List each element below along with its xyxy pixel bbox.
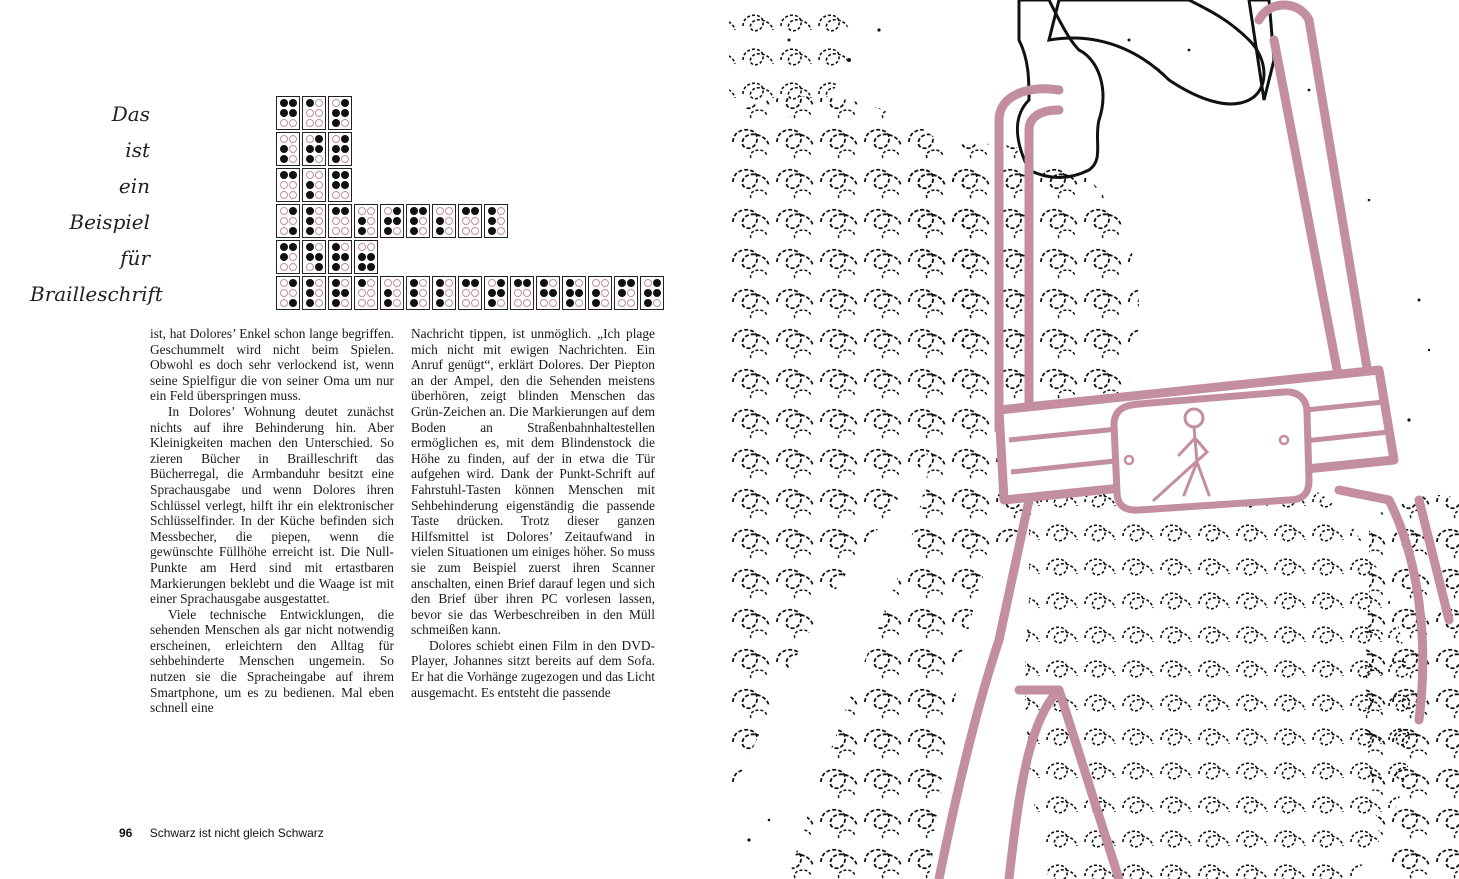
braille-dot-raised xyxy=(341,135,349,143)
braille-dot-raised xyxy=(289,243,297,251)
braille-dot-flat xyxy=(315,181,323,189)
braille-dot-raised xyxy=(358,279,366,287)
braille-dot-flat xyxy=(549,279,557,287)
braille-cell xyxy=(328,96,352,130)
braille-dot-flat xyxy=(341,119,349,127)
braille-dot-flat xyxy=(367,207,375,215)
braille-dot-flat xyxy=(627,289,635,297)
braille-dot-flat xyxy=(289,135,297,143)
braille-cell xyxy=(302,96,326,130)
braille-dot-flat xyxy=(601,289,609,297)
braille-dot-raised xyxy=(332,155,340,163)
braille-dot-raised xyxy=(289,207,297,215)
braille-dot-raised xyxy=(471,207,479,215)
braille-cell xyxy=(276,168,300,202)
braille-dot-raised xyxy=(341,99,349,107)
braille-dot-raised xyxy=(618,279,626,287)
braille-dot-flat xyxy=(367,227,375,235)
braille-dot-raised xyxy=(627,279,635,287)
braille-dot-flat xyxy=(358,299,366,307)
braille-dot-flat xyxy=(367,299,375,307)
page-footer xyxy=(119,826,324,840)
braille-cells xyxy=(276,204,510,240)
braille-dot-raised xyxy=(332,243,340,251)
braille-cell xyxy=(484,204,508,238)
braille-dot-flat xyxy=(445,227,453,235)
braille-dot-flat xyxy=(592,279,600,287)
braille-cell xyxy=(354,240,378,274)
braille-dot-raised xyxy=(332,181,340,189)
text-column-right xyxy=(411,326,655,700)
braille-dot-raised xyxy=(306,145,314,153)
braille-dot-flat xyxy=(332,217,340,225)
braille-dot-flat xyxy=(341,299,349,307)
braille-dot-flat xyxy=(462,227,470,235)
braille-cell xyxy=(536,276,560,310)
braille-dot-flat xyxy=(393,289,401,297)
braille-dot-raised xyxy=(306,217,314,225)
braille-dot-flat xyxy=(497,299,505,307)
braille-dot-flat xyxy=(341,227,349,235)
paragraph: Nachricht tippen, ist unmöglich. „Ich plage mich nicht mit ewigen Nachrichten. Ein Anruf genügt“, erklärt Dolores. Der Piepton an der Ampel, den die Sehenden meistens überhören, zeigt blinden Menschen das Grün-Zeichen an. Die Markierungen auf dem Boden an Straßenbahnhaltestellen ermöglichen es, mit dem Blindenstock die Höhe zu finden, auf der in etwa die Tür aufgehen wird. Dank der Punkt-Schrift auf Fahrstuhl-Tasten können Menschen mit Sehbehinderung eigenständig die passende Taste drücken. Trotz dieser ganzen Hilfsmittel ist Dolores’ Zeitaufwand in vielen Situationen um einiges höher. So muss sie zum Beispiel zuerst ihren Scanner anschalten, einen Brief darauf legen und sich den Brief über ihren PC vorlesen lassen, bevor sie das Werbeschreiben in den Müll schmeißen kann. xyxy=(411,326,655,638)
braille-dot-flat xyxy=(367,279,375,287)
braille-dot-flat xyxy=(523,299,531,307)
braille-dot-raised xyxy=(566,279,574,287)
braille-dot-flat xyxy=(514,299,522,307)
braille-dot-raised xyxy=(332,119,340,127)
braille-dot-flat xyxy=(497,207,505,215)
braille-dot-raised xyxy=(332,253,340,261)
braille-cell xyxy=(432,204,456,238)
braille-dot-raised xyxy=(462,279,470,287)
braille-cell xyxy=(588,276,612,310)
braille-cell xyxy=(276,204,300,238)
braille-dot-flat xyxy=(315,99,323,107)
braille-dot-raised xyxy=(384,227,392,235)
braille-dot-flat xyxy=(315,171,323,179)
braille-dot-raised xyxy=(306,243,314,251)
braille-cell xyxy=(276,96,300,130)
braille-dot-flat xyxy=(289,217,297,225)
braille-dot-raised xyxy=(644,289,652,297)
braille-dot-raised xyxy=(462,207,470,215)
braille-dot-raised xyxy=(575,289,583,297)
braille-dot-raised xyxy=(497,279,505,287)
braille-dot-raised xyxy=(289,171,297,179)
braille-cell xyxy=(276,240,300,274)
braille-cells xyxy=(276,132,354,168)
braille-dot-flat xyxy=(315,191,323,199)
braille-word-label: ein xyxy=(118,174,150,198)
braille-dot-raised xyxy=(306,227,314,235)
braille-dot-raised xyxy=(488,299,496,307)
braille-dot-flat xyxy=(306,119,314,127)
braille-dot-flat xyxy=(514,289,522,297)
braille-cell xyxy=(302,204,326,238)
braille-dot-raised xyxy=(289,279,297,287)
braille-dot-flat xyxy=(384,279,392,287)
braille-dot-raised xyxy=(384,217,392,225)
braille-dot-flat xyxy=(289,263,297,271)
braille-dot-raised xyxy=(488,289,496,297)
braille-dot-flat xyxy=(315,243,323,251)
braille-dot-raised xyxy=(410,217,418,225)
braille-dot-raised xyxy=(332,171,340,179)
dog-fur-right xyxy=(1025,444,1411,879)
braille-dot-raised xyxy=(341,145,349,153)
braille-dot-flat xyxy=(445,289,453,297)
braille-dot-raised xyxy=(549,289,557,297)
braille-dot-raised xyxy=(618,289,626,297)
braille-cell xyxy=(354,276,378,310)
braille-dot-raised xyxy=(332,109,340,117)
braille-dot-flat xyxy=(601,299,609,307)
paragraph: Viele technische Entwicklungen, die sehenden Menschen als gar nicht notwendig erscheinen, erleichtern den Alltag für sehbehinderte Menschen ungemein. So nutzen sie die Spracheingabe auf ihrem Smartphone, um es zu bedienen. Mal eben schnell eine xyxy=(150,606,394,716)
braille-dot-flat xyxy=(462,299,470,307)
braille-dot-flat xyxy=(315,279,323,287)
braille-dot-raised xyxy=(497,289,505,297)
braille-dot-raised xyxy=(306,207,314,215)
braille-dot-raised xyxy=(540,289,548,297)
braille-word-label: Beispiel xyxy=(69,210,150,234)
braille-cell xyxy=(484,276,508,310)
braille-dot-raised xyxy=(471,279,479,287)
braille-dot-flat xyxy=(358,207,366,215)
braille-cell xyxy=(328,276,352,310)
braille-dot-flat xyxy=(332,227,340,235)
braille-dot-flat xyxy=(341,279,349,287)
braille-dot-raised xyxy=(358,263,366,271)
braille-dot-flat xyxy=(358,243,366,251)
braille-dot-raised xyxy=(280,109,288,117)
braille-dot-raised xyxy=(488,217,496,225)
braille-dot-raised xyxy=(436,227,444,235)
braille-dot-flat xyxy=(462,289,470,297)
braille-dot-raised xyxy=(436,217,444,225)
braille-dot-flat xyxy=(315,299,323,307)
braille-dot-flat xyxy=(653,299,661,307)
braille-dot-raised xyxy=(384,299,392,307)
braille-dot-raised xyxy=(644,299,652,307)
braille-cell xyxy=(302,168,326,202)
braille-word-label: ist xyxy=(125,138,150,162)
braille-dot-flat xyxy=(332,99,340,107)
left-page xyxy=(0,0,729,879)
braille-dot-raised xyxy=(653,289,661,297)
braille-dot-flat xyxy=(289,155,297,163)
braille-dot-raised xyxy=(592,299,600,307)
braille-dot-raised xyxy=(419,207,427,215)
braille-dot-flat xyxy=(367,217,375,225)
text-column-left xyxy=(150,326,394,716)
braille-dot-flat xyxy=(419,299,427,307)
braille-dot-flat xyxy=(315,119,323,127)
braille-dot-raised xyxy=(280,155,288,163)
braille-dot-flat xyxy=(445,207,453,215)
running-title: Schwarz ist nicht gleich Schwarz xyxy=(149,826,324,840)
page-number: 96 xyxy=(119,826,133,840)
braille-dot-flat xyxy=(315,207,323,215)
braille-cell xyxy=(562,276,586,310)
braille-dot-flat xyxy=(306,263,314,271)
braille-dot-flat xyxy=(471,217,479,225)
braille-dot-raised xyxy=(315,135,323,143)
braille-dot-raised xyxy=(306,181,314,189)
braille-dot-flat xyxy=(384,207,392,215)
braille-dot-raised xyxy=(341,171,349,179)
braille-dot-raised xyxy=(410,227,418,235)
braille-dot-flat xyxy=(341,217,349,225)
braille-dot-raised xyxy=(289,109,297,117)
braille-cell xyxy=(458,204,482,238)
braille-word-label: für xyxy=(120,246,150,270)
braille-dot-raised xyxy=(592,289,600,297)
braille-dot-raised xyxy=(315,145,323,153)
braille-dot-raised xyxy=(410,299,418,307)
braille-dot-flat xyxy=(367,289,375,297)
braille-dot-flat xyxy=(315,109,323,117)
braille-dot-flat xyxy=(306,171,314,179)
braille-dot-raised xyxy=(332,145,340,153)
braille-dot-flat xyxy=(497,217,505,225)
braille-dot-flat xyxy=(601,279,609,287)
braille-dot-raised xyxy=(332,263,340,271)
braille-cell xyxy=(510,276,534,310)
braille-cell xyxy=(328,240,352,274)
braille-word-label: Brailleschrift xyxy=(30,282,163,306)
braille-cell xyxy=(302,240,326,274)
braille-dot-flat xyxy=(280,135,288,143)
braille-dot-flat xyxy=(332,135,340,143)
paragraph: Dolores schiebt einen Film in den DVD-Player, Johannes sitzt bereits auf dem Sofa. Er hat die Vorhänge zugezogen und das Licht ausgemacht. Es entsteht die passende xyxy=(411,637,655,700)
braille-dot-flat xyxy=(280,191,288,199)
braille-dot-raised xyxy=(306,155,314,163)
braille-dot-flat xyxy=(540,299,548,307)
braille-dot-raised xyxy=(306,299,314,307)
paragraph: In Dolores’ Wohnung deutet zunächst nichts auf ihre Behinderung hin. Aber Kleinigkeiten machen den Unterschied. So zieren Bücher in Brailleschrift das Bücherregal, die Armbanduhr besitzt eine Sprachausgabe und wenn Dolores ihren Schlüssel verlegt, hilft ihr ein elektronischer Schlüsselfinder. In der Küche befinden sich Messbecher, die piepen, wenn die gewünschte Füllhöhe erreicht ist. Die Null-Punkte am Herd sind mit ertastbaren Markierungen beklebt und die Waage ist mit einer Sprachausgabe ausgestattet. xyxy=(150,403,394,607)
braille-dot-raised xyxy=(410,279,418,287)
braille-dot-raised xyxy=(332,289,340,297)
braille-dot-flat xyxy=(315,217,323,225)
braille-dot-flat xyxy=(462,217,470,225)
braille-dot-raised xyxy=(393,217,401,225)
braille-dot-flat xyxy=(523,289,531,297)
braille-dot-flat xyxy=(280,299,288,307)
braille-cell xyxy=(432,276,456,310)
braille-dot-flat xyxy=(393,299,401,307)
braille-dot-flat xyxy=(419,227,427,235)
braille-dot-flat xyxy=(315,227,323,235)
braille-dot-flat xyxy=(419,279,427,287)
blind-person-badge xyxy=(1114,392,1309,510)
braille-dot-raised xyxy=(280,99,288,107)
braille-cell xyxy=(302,276,326,310)
braille-dot-raised xyxy=(341,207,349,215)
braille-dot-flat xyxy=(419,289,427,297)
braille-dot-raised xyxy=(315,263,323,271)
braille-dot-raised xyxy=(410,289,418,297)
braille-dot-raised xyxy=(332,279,340,287)
braille-dot-flat xyxy=(445,299,453,307)
braille-dot-raised xyxy=(341,253,349,261)
braille-dot-raised xyxy=(280,145,288,153)
braille-dot-flat xyxy=(280,263,288,271)
braille-dot-raised xyxy=(367,263,375,271)
braille-cell xyxy=(302,132,326,166)
braille-dot-flat xyxy=(289,181,297,189)
braille-dot-flat xyxy=(341,243,349,251)
braille-dot-raised xyxy=(367,253,375,261)
braille-cell xyxy=(406,204,430,238)
braille-dot-raised xyxy=(289,227,297,235)
braille-dot-flat xyxy=(341,263,349,271)
braille-dot-flat xyxy=(289,191,297,199)
braille-dot-raised xyxy=(341,289,349,297)
braille-dot-raised xyxy=(358,253,366,261)
braille-cell xyxy=(458,276,482,310)
braille-dot-flat xyxy=(315,289,323,297)
braille-dot-raised xyxy=(540,279,548,287)
braille-dot-raised xyxy=(332,207,340,215)
braille-dot-raised xyxy=(280,171,288,179)
braille-dot-flat xyxy=(358,289,366,297)
braille-cells xyxy=(276,240,380,276)
braille-dot-flat xyxy=(280,227,288,235)
braille-cells xyxy=(276,276,666,312)
braille-cell xyxy=(354,204,378,238)
braille-dot-flat xyxy=(341,155,349,163)
braille-dot-flat xyxy=(280,289,288,297)
braille-cell xyxy=(380,204,404,238)
braille-dot-flat xyxy=(280,119,288,127)
braille-dot-flat xyxy=(341,191,349,199)
braille-dot-flat xyxy=(306,135,314,143)
braille-dot-raised xyxy=(523,279,531,287)
braille-dot-flat xyxy=(280,279,288,287)
braille-dot-raised xyxy=(566,299,574,307)
braille-dot-raised xyxy=(315,253,323,261)
braille-dot-flat xyxy=(644,279,652,287)
braille-dot-raised xyxy=(384,289,392,297)
braille-dot-raised xyxy=(358,217,366,225)
illustration-page xyxy=(729,0,1459,879)
braille-cell xyxy=(276,132,300,166)
braille-dot-flat xyxy=(471,227,479,235)
braille-dot-flat xyxy=(289,289,297,297)
braille-dot-raised xyxy=(436,279,444,287)
braille-dot-raised xyxy=(289,299,297,307)
braille-dot-raised xyxy=(280,253,288,261)
braille-dot-raised xyxy=(306,99,314,107)
braille-dot-flat xyxy=(445,279,453,287)
braille-dot-raised xyxy=(653,279,661,287)
braille-dot-flat xyxy=(471,299,479,307)
braille-dot-flat xyxy=(549,299,557,307)
braille-cells xyxy=(276,96,354,132)
guide-dog-harness-illustration xyxy=(729,0,1459,879)
braille-cell xyxy=(328,204,352,238)
braille-dot-raised xyxy=(514,279,522,287)
braille-dot-raised xyxy=(410,207,418,215)
braille-cells xyxy=(276,168,354,204)
braille-dot-raised xyxy=(488,207,496,215)
braille-dot-flat xyxy=(289,119,297,127)
braille-dot-raised xyxy=(566,289,574,297)
braille-dot-raised xyxy=(393,207,401,215)
braille-dot-flat xyxy=(367,243,375,251)
braille-dot-flat xyxy=(497,227,505,235)
braille-dot-flat xyxy=(445,217,453,225)
braille-dot-flat xyxy=(436,207,444,215)
braille-dot-flat xyxy=(488,279,496,287)
braille-cell xyxy=(406,276,430,310)
braille-cell xyxy=(640,276,664,310)
braille-dot-raised xyxy=(332,299,340,307)
braille-dot-raised xyxy=(358,227,366,235)
braille-dot-raised xyxy=(341,109,349,117)
braille-dot-flat xyxy=(289,253,297,261)
braille-dot-flat xyxy=(471,289,479,297)
braille-cell xyxy=(380,276,404,310)
braille-dot-flat xyxy=(280,207,288,215)
braille-dot-raised xyxy=(341,181,349,189)
braille-cell xyxy=(328,132,352,166)
braille-dot-flat xyxy=(627,299,635,307)
braille-dot-flat xyxy=(393,279,401,287)
braille-dot-flat xyxy=(280,181,288,189)
braille-cell xyxy=(276,276,300,310)
braille-dot-raised xyxy=(436,299,444,307)
paragraph: ist, hat Dolores’ Enkel schon lange begriffen. Geschummelt wird nicht beim Spielen. Obwohl es doch sehr verlockend ist, wenn seine Spielfigur die von seiner Oma um nur ein Feld überspringen muss. xyxy=(150,326,394,404)
braille-dot-flat xyxy=(315,155,323,163)
braille-dot-flat xyxy=(289,145,297,153)
braille-word-label: Das xyxy=(111,102,150,126)
braille-cell xyxy=(614,276,638,310)
braille-dot-raised xyxy=(306,191,314,199)
braille-dot-raised xyxy=(436,289,444,297)
braille-dot-raised xyxy=(306,253,314,261)
braille-dot-flat xyxy=(575,279,583,287)
braille-dot-raised xyxy=(280,243,288,251)
braille-dot-raised xyxy=(306,289,314,297)
braille-dot-flat xyxy=(618,299,626,307)
braille-dot-flat xyxy=(419,217,427,225)
braille-dot-flat xyxy=(332,191,340,199)
braille-dot-flat xyxy=(306,109,314,117)
braille-dot-flat xyxy=(575,299,583,307)
braille-dot-raised xyxy=(289,99,297,107)
braille-dot-flat xyxy=(280,217,288,225)
braille-dot-raised xyxy=(488,227,496,235)
braille-dot-raised xyxy=(306,279,314,287)
braille-cell xyxy=(328,168,352,202)
braille-dot-flat xyxy=(393,227,401,235)
